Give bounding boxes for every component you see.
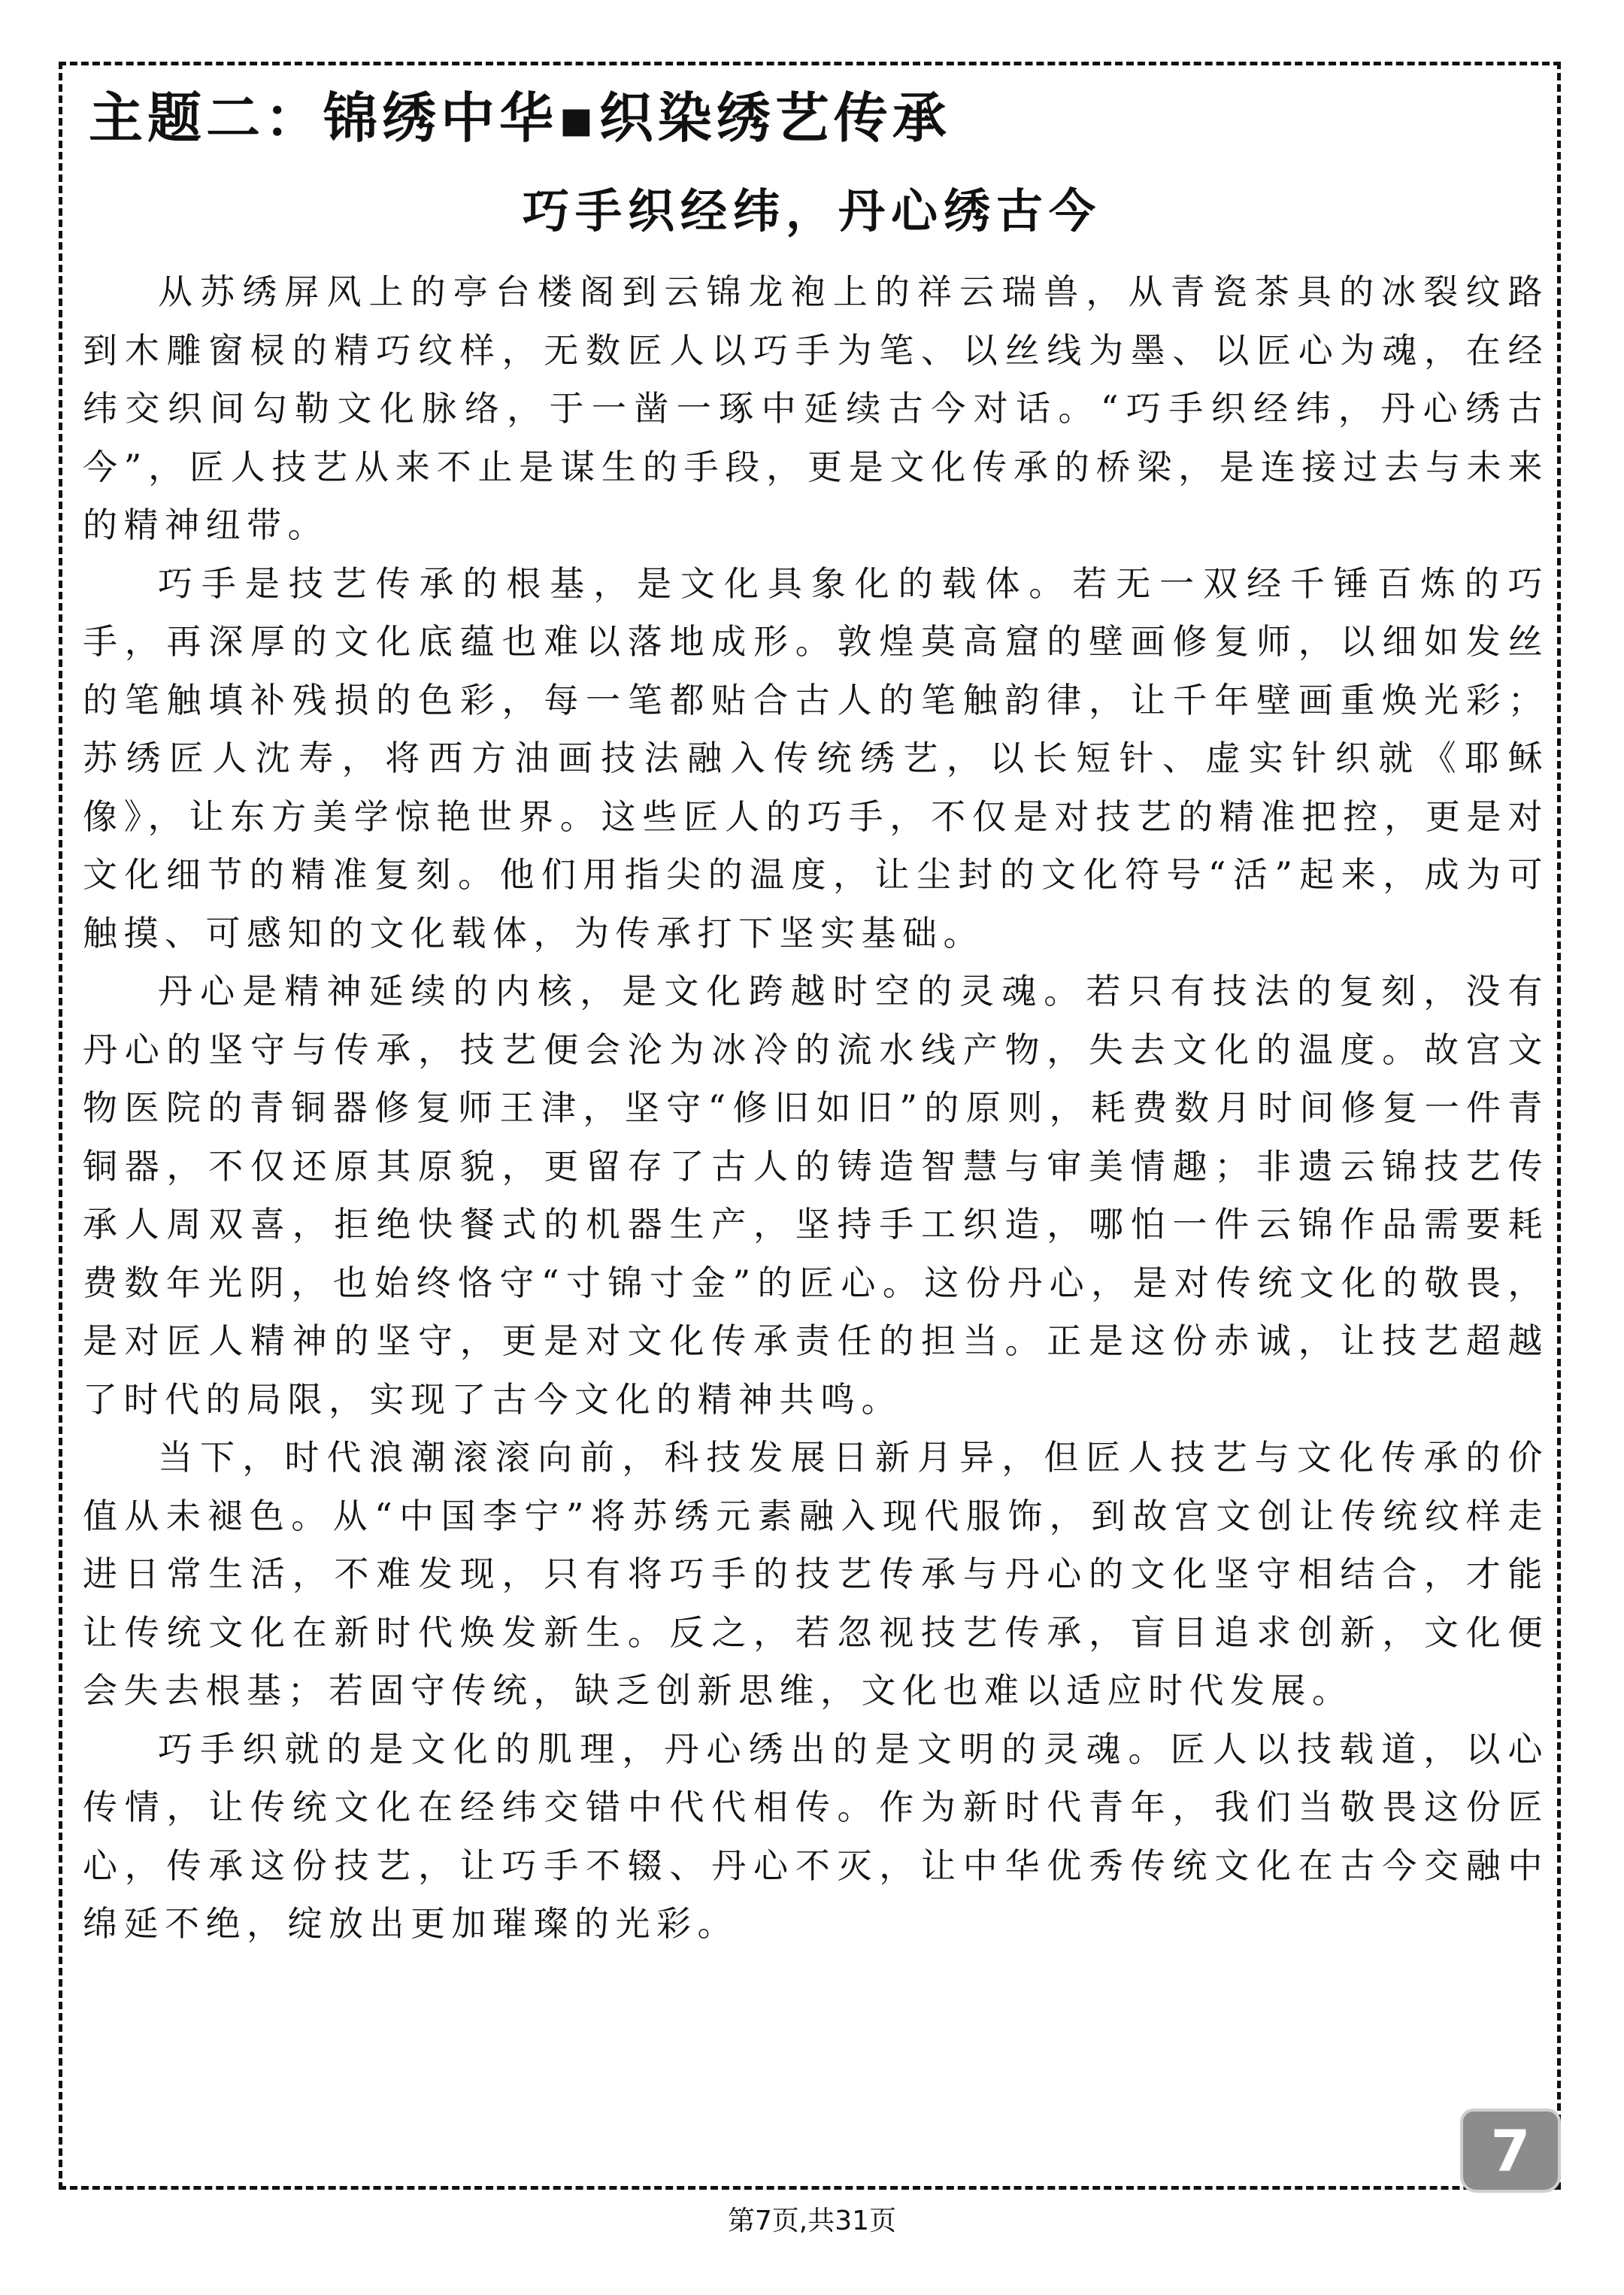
paragraph-2: 巧手是技艺传承的根基，是文化具象化的载体。若无一双经千锤百炼的巧手，再深厚的文化底蕴也难以落地成形。敦煌莫高窟的壁画修复师，以细如发丝的笔触填补残损的色彩，每一笔都贴合古人的笔触韵律，让千年壁画重焕光彩；苏绣匠人沈寿，将西方油画技法融入传统绣艺，以长短针、虚实针织就《耶稣像》，让东方美学惊艳世界。这些匠人的巧手，不仅是对技艺的精准把控，更是对文化细节的精准复刻。他们用指尖的温度，让尘封的文化符号“活”起来，成为可触摸、可感知的文化载体，为传承打下坚实基础。 xyxy=(83,562,1549,953)
page-number-badge: 7 xyxy=(1460,2109,1561,2193)
essay-body xyxy=(83,263,1549,1954)
paragraph-4: 当下，时代浪潮滚滚向前，科技发展日新月异，但匠人技艺与文化传承的价值从未褪色。从“中国李宁”将苏绣元素融入现代服饰，到故宫文创让传统纹样走进日常生活，不难发现，只有将巧手的技艺传承与丹心的文化坚守相结合，才能让传统文化在新时代焕发新生。反之，若忽视技艺传承，盲目追求创新，文化便会失去根基；若固守传统，缺乏创新思维，文化也难以适应时代发展。 xyxy=(83,1437,1549,1711)
essay-title: 巧手织经纬，丹心绣古今 xyxy=(522,183,1101,238)
paragraph-1: 从苏绣屏风上的亭台楼阁到云锦龙袍上的祥云瑞兽，从青瓷茶具的冰裂纹路到木雕窗棂的精巧纹样，无数匠人以巧手为笔、以丝线为墨、以匠心为魂，在经纬交织间勾勒文化脉络，于一凿一琢中延续古今对话。“巧手织经纬，丹心绣古今”，匠人技艺从来不止是谋生的手段，更是文化传承的桥梁，是连接过去与未来的精神纽带。 xyxy=(83,271,1549,545)
page-footer: 第7页,共31页 xyxy=(727,2206,897,2236)
paragraph-3: 丹心是精神延续的内核，是文化跨越时空的灵魂。若只有技法的复刻，没有丹心的坚守与传承，技艺便会沦为冰冷的流水线产物，失去文化的温度。故宫文物医院的青铜器修复师王津，坚守“修旧如旧”的原则，耗费数月时间修复一件青铜器，不仅还原其原貌，更留存了古人的铸造智慧与审美情趣；非遗云锦技艺传承人周双喜，拒绝快餐式的机器生产，坚持手工织造，哪怕一件云锦作品需要耗费数年光阴，也始终恪守“寸锦寸金”的匠心。这份丹心，是对传统文化的敬畏，是对匠人精神的坚守，更是对文化传承责任的担当。正是这份赤诚，让技艺超越了时代的局限，实现了古今文化的精神共鸣。 xyxy=(83,971,1549,1420)
section-heading: 主题二：锦绣中华▪织染绣艺传承 xyxy=(89,86,951,150)
paragraph-5: 巧手织就的是文化的肌理，丹心绣出的是文明的灵魂。匠人以技载道，以心传情，让传统文化在经纬交错中代代相传。作为新时代青年，我们当敬畏这份匠心，传承这份技艺，让巧手不辍、丹心不灭，让中华优秀传统文化在古今交融中绵延不绝，绽放出更加璀璨的光彩。 xyxy=(83,1728,1549,1944)
